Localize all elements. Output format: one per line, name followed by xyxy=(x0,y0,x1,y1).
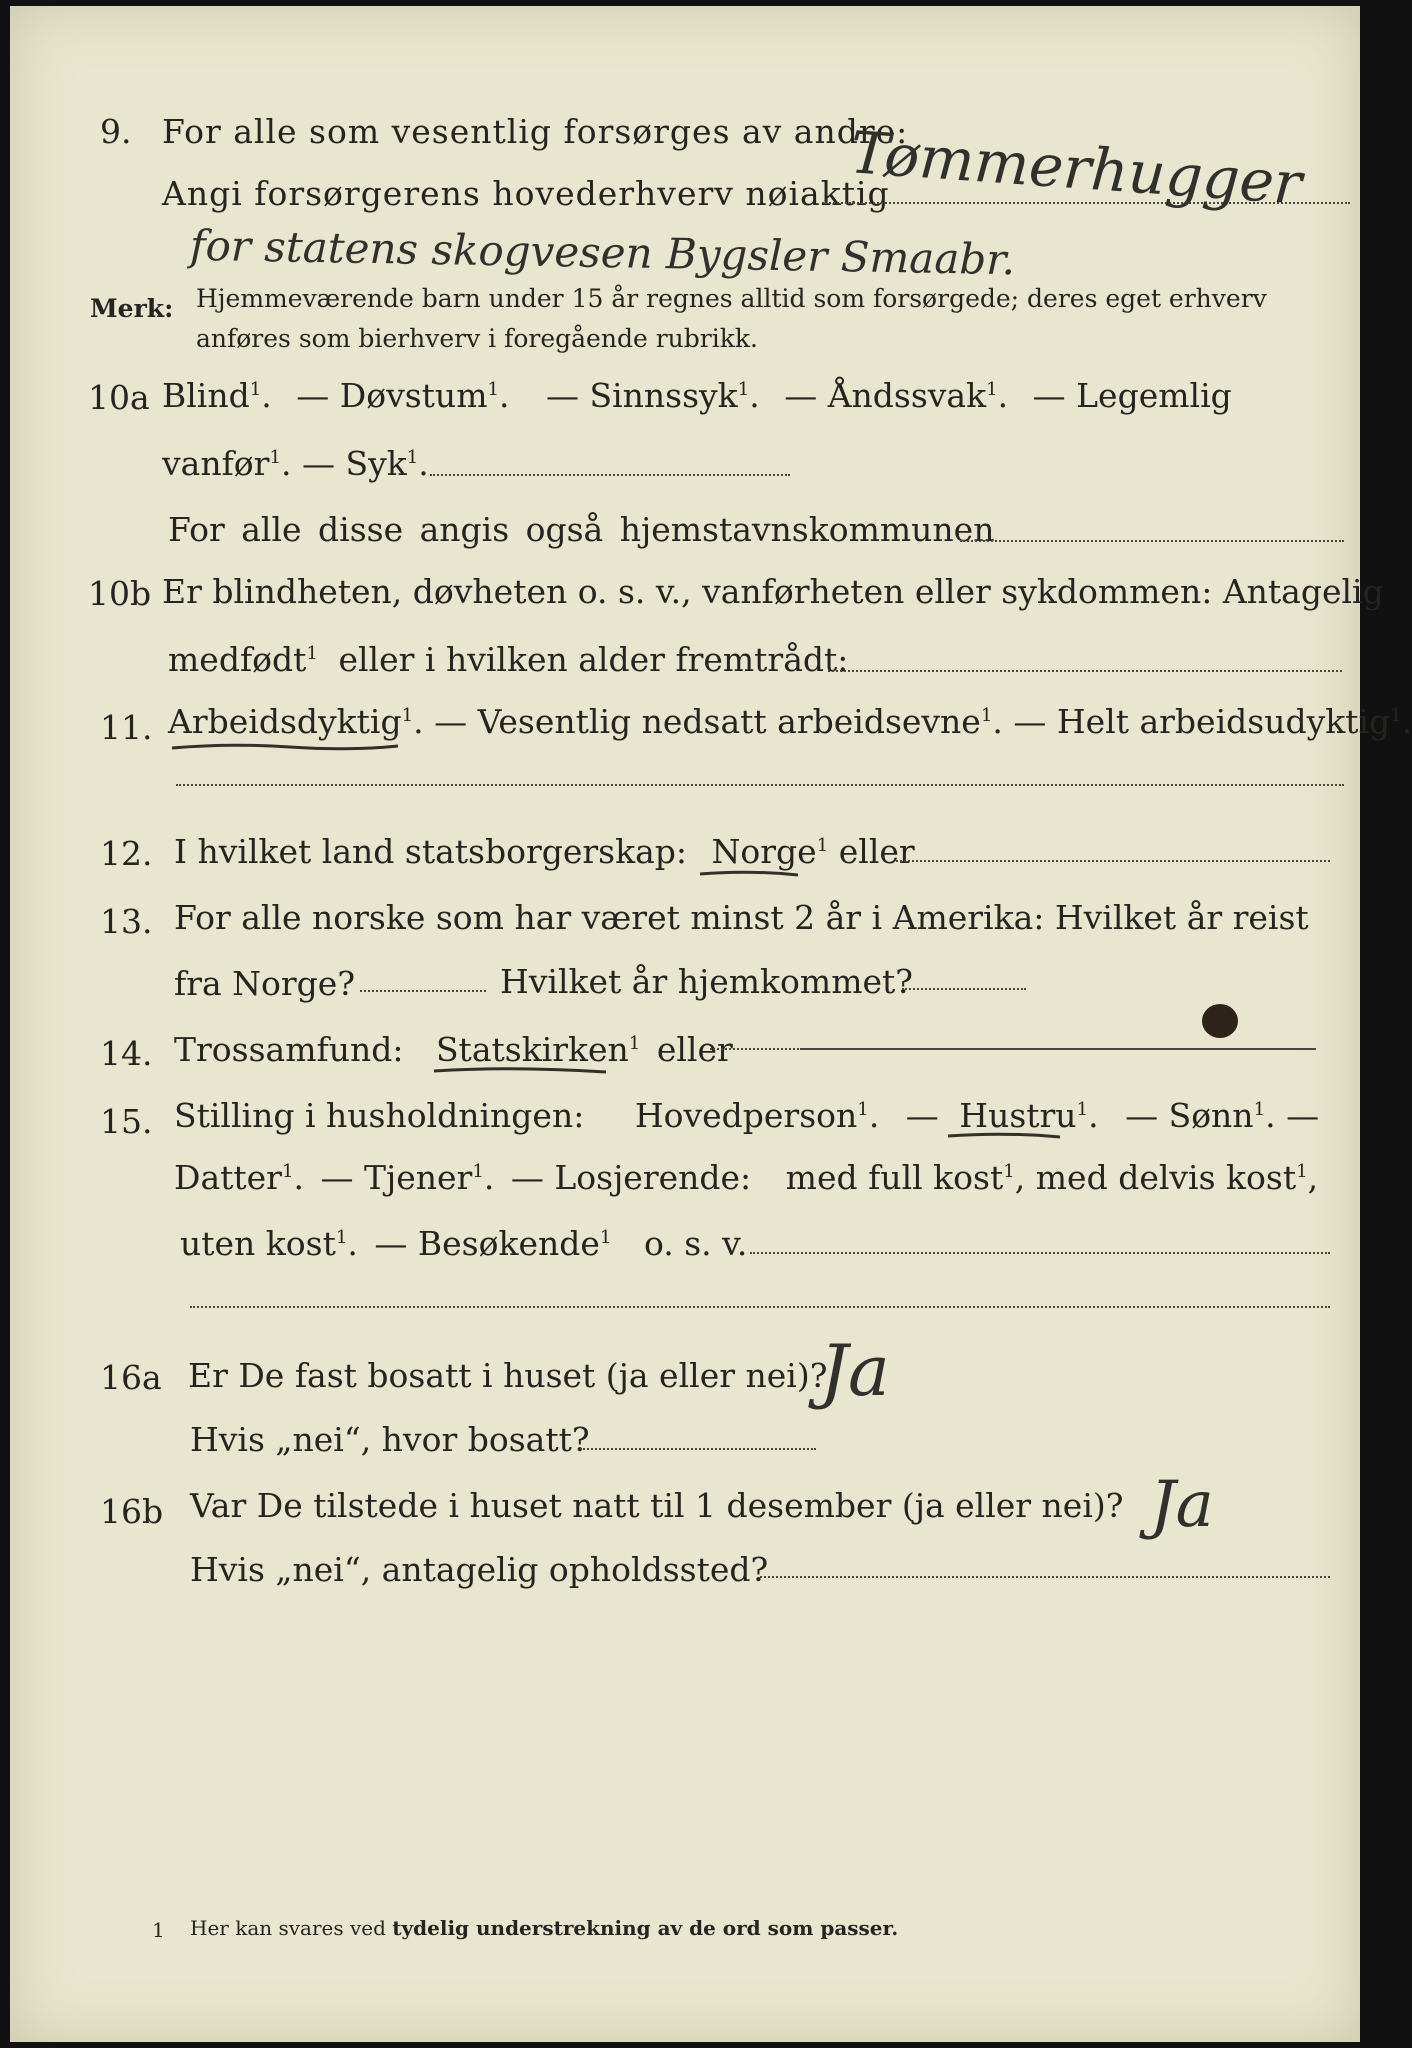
q12-line: I hvilket land statsborgerskap: Norge$^1$ eller xyxy=(174,832,915,871)
q12-eller: eller xyxy=(838,832,915,871)
q16b-answer-line xyxy=(760,1576,1330,1578)
option-statskirken: Statskirken xyxy=(435,1030,629,1069)
q16a-handwritten-answer: Ja xyxy=(820,1330,890,1412)
q10b-alder-label: eller i hvilken alder fremtrådt: xyxy=(338,640,849,679)
option-syk: — Syk xyxy=(301,444,407,483)
q10b-line2: medfødt$^1$ eller i hvilken alder fremtrådt: xyxy=(168,640,849,679)
q13-line1: For alle norske som har været minst 2 år i Amerika: Hvilket år reist xyxy=(174,898,1309,937)
footnote-mark: 1 xyxy=(152,1918,165,1942)
q15-osv: o. s. v. xyxy=(643,1224,748,1263)
q10a-answer-line xyxy=(430,474,790,476)
q14-number: 14. xyxy=(100,1034,153,1073)
q16a-answer-line xyxy=(580,1448,816,1450)
option-dovstum: — Døvstum xyxy=(296,376,488,415)
merk-line1: Hjemmeværende barn under 15 år regnes alltid som forsørgede; deres eget erhverv xyxy=(196,284,1267,313)
q14-text: Trossamfund: xyxy=(174,1030,404,1069)
q15-answer-line xyxy=(750,1252,1330,1254)
q10b-line1: Er blindheten, døvheten o. s. v., vanførheten eller sykdommen: Antagelig xyxy=(162,572,1384,611)
option-arbeidsdyktig: Arbeidsdyktig xyxy=(168,702,402,741)
q15-line1: Stilling i husholdningen: Hovedperson$^1$. — Hustru$^1$. — Sønn$^1$. — xyxy=(174,1096,1320,1135)
option-datter: Datter xyxy=(174,1158,282,1197)
q9-line1: For alle som vesentlig forsørges av andre: xyxy=(162,112,909,151)
q14-eller: eller xyxy=(656,1030,733,1069)
q12-text: I hvilket land statsborgerskap: xyxy=(174,832,688,871)
footnote-text-b: tydelig understrekning av de ord som passer. xyxy=(392,1916,899,1940)
q16b-line1: Var De tilstede i huset natt til 1 desember (ja eller nei)? xyxy=(190,1486,1124,1525)
q10b-number: 10b xyxy=(88,574,152,613)
option-besokende: — Besøkende xyxy=(374,1224,600,1263)
q12-number: 12. xyxy=(100,834,153,873)
option-tjener: — Tjener xyxy=(320,1158,473,1197)
option-legemlig: — Legemlig xyxy=(1032,376,1232,415)
q16a-number: 16a xyxy=(100,1358,162,1397)
merk-label: Merk: xyxy=(90,294,174,323)
census-form-page xyxy=(10,6,1412,2042)
option-sonn: — Sønn xyxy=(1125,1096,1254,1135)
q14-answer-line xyxy=(802,1048,1316,1050)
option-uten-kost: uten kost xyxy=(180,1224,336,1263)
q10a-number: 10a xyxy=(88,378,150,417)
q15-label: Stilling i husholdningen: xyxy=(174,1096,585,1135)
footnote-text-a: Her kan svares ved xyxy=(190,1916,386,1940)
option-vanfor: vanfør xyxy=(162,444,270,483)
option-sinnssyk: — Sinnssyk xyxy=(546,376,738,415)
q16b-line2: Hvis „nei“, antagelig opholdssted? xyxy=(190,1550,769,1589)
option-hustru: Hustru xyxy=(959,1096,1077,1135)
merk-line2: anføres som bierhverv i foregående rubrikk. xyxy=(196,324,758,353)
q16a-line2: Hvis „nei“, hvor bosatt? xyxy=(190,1420,590,1459)
q14-underline-mark xyxy=(432,1064,608,1078)
q15-answer-line-2 xyxy=(190,1306,1330,1308)
option-losjerende: — Losjerende: xyxy=(510,1158,752,1197)
option-full-kost: med full kost xyxy=(785,1158,1004,1197)
q11-answer-line xyxy=(176,784,1344,786)
q16b-handwritten-answer: Ja xyxy=(1150,1468,1214,1542)
q13-line2b: Hvilket år hjemkommet? xyxy=(500,962,913,1001)
q15-line3: uten kost$^1$. — Besøkende$^1$ o. s. v. xyxy=(180,1224,748,1263)
option-medfodt: medfødt xyxy=(168,640,307,679)
option-arbeidsudyktig: — Helt arbeidsudyktig xyxy=(1013,702,1391,741)
footnote-text xyxy=(190,1916,898,1940)
q10a-line3: For alle disse angis også hjemstavnskommunen xyxy=(168,510,995,549)
q10a-line1: Blind$^1$. — Døvstum$^1$. — Sinnssyk$^1$. — Åndssvak$^1$. — Legemlig xyxy=(162,376,1232,415)
q9-handwritten-employer: for statens skogvesen Bygsler Smaabr. xyxy=(189,220,1016,285)
q13-number: 13. xyxy=(100,902,153,941)
q10a-line2: vanfør$^1$. — Syk$^1$. xyxy=(162,444,429,483)
q16b-number: 16b xyxy=(100,1492,164,1531)
option-norge: Norge xyxy=(711,832,817,871)
q10b-answer-line xyxy=(828,670,1342,672)
q9-handwritten-occupation: Tømmerhugger xyxy=(848,118,1304,218)
q13-reist-line xyxy=(360,990,486,992)
q11-underline-mark xyxy=(170,740,400,754)
q15-underline-mark xyxy=(946,1130,1062,1142)
q9-number: 9. xyxy=(100,112,132,151)
option-delvis-kost: , med delvis kost xyxy=(1014,1158,1297,1197)
option-hovedperson: Hovedperson xyxy=(634,1096,858,1135)
q11-options: Arbeidsdyktig$^1$. — Vesentlig nedsatt arbeidsevne$^1$. — Helt arbeidsudyktig$^1$. xyxy=(168,702,1412,741)
option-nedsatt-arbeidsevne: — Vesentlig nedsatt arbeidsevne xyxy=(434,702,981,741)
q11-number: 11. xyxy=(100,708,153,747)
q12-underline-mark xyxy=(698,868,800,880)
q15-line2: Datter$^1$. — Tjener$^1$. — Losjerende: med full kost$^1$, med delvis kost$^1$, xyxy=(174,1158,1319,1197)
q13-line2a: fra Norge? xyxy=(174,964,356,1003)
ink-blot xyxy=(1202,1004,1238,1038)
option-andssvak: — Åndssvak xyxy=(784,376,987,415)
q16a-line1: Er De fast bosatt i huset (ja eller nei)? xyxy=(188,1356,828,1395)
q15-number: 15. xyxy=(100,1102,153,1141)
q14-line: Trossamfund: Statskirken$^1$ eller xyxy=(174,1030,733,1069)
q12-answer-line xyxy=(896,860,1330,862)
q14-answer-dots xyxy=(710,1048,802,1050)
q9-line2: Angi forsørgerens hovederhverv nøiaktig xyxy=(162,174,890,213)
q13-hjemkommet-line xyxy=(902,988,1026,990)
option-blind: Blind xyxy=(162,376,250,415)
q10a-hjemstavn-line xyxy=(960,540,1344,542)
